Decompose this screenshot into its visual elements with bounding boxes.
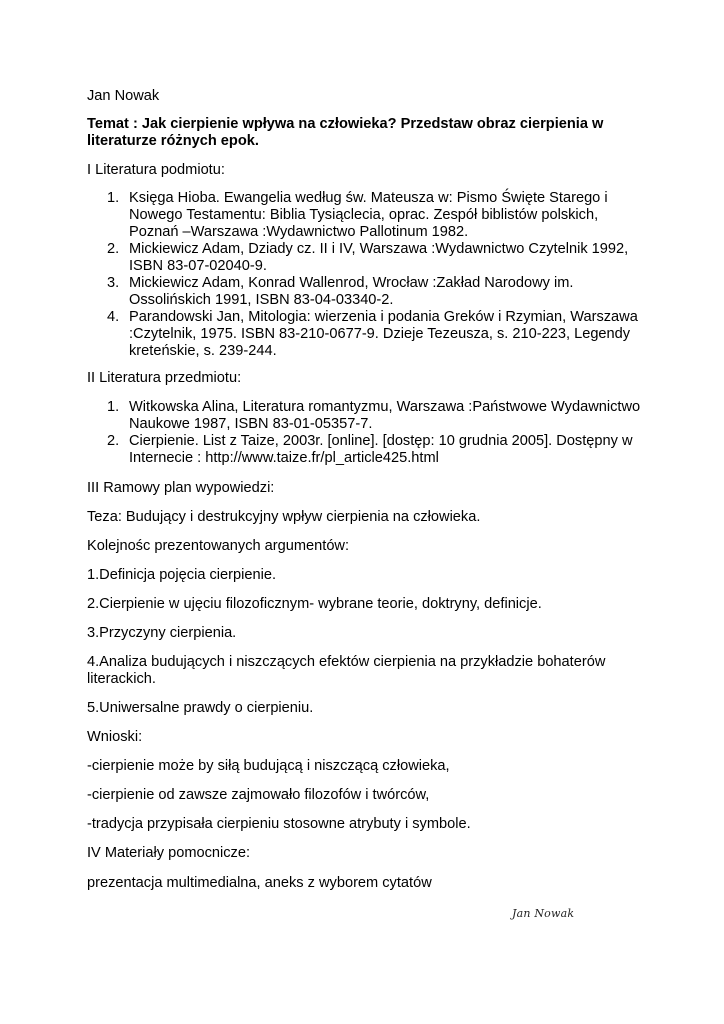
section4-heading: IV Materiały pomocnicze: — [87, 845, 251, 861]
section2-heading: II Literatura przedmiotu: — [87, 370, 242, 386]
list-item-text: Witkowska Alina, Literatura romantyzmu, Warszawa :Państwowe Wydawnictwo Naukowe 1987, ISBN 83-01-05357-7. — [129, 399, 641, 432]
list-item-number: 4. — [107, 309, 120, 325]
list-item — [87, 309, 647, 360]
list-item-number: 2. — [107, 241, 120, 257]
primary-literature-list — [87, 190, 647, 360]
author-name: Jan Nowak — [87, 88, 160, 104]
conclusion-item: -cierpienie od zawsze zajmowało filozofów i twórców, — [87, 787, 430, 803]
handwritten-signature: Jan Nowak — [512, 907, 575, 920]
list-item-number: 1. — [107, 190, 120, 206]
argument-item: 5.Uniwersalne prawdy o cierpieniu. — [87, 700, 314, 716]
section3-heading: III Ramowy plan wypowiedzi: — [87, 480, 275, 496]
conclusion-item: -cierpienie może by siłą budującą i niszczącą człowieka, — [87, 758, 450, 774]
list-item-number: 2. — [107, 433, 120, 449]
list-item — [87, 275, 647, 309]
topic-heading: Temat : Jak cierpienie wpływa na człowieka? Przedstaw obraz cierpienia w literaturze różnych epok. — [87, 116, 604, 149]
list-item — [87, 241, 647, 275]
list-item-text: Księga Hioba. Ewangelia według św. Mateusza w: Pismo Święte Starego i Nowego Testamentu: Biblia Tysiąclecia, oprac. Zespół biblistów polskich, Poznań –Warszawa :Wydawnictwo Pallotinum 1982. — [129, 190, 608, 240]
argument-item: 3.Przyczyny cierpienia. — [87, 625, 237, 641]
list-item-text: Cierpienie. List z Taize, 2003r. [online]. [dostęp: 10 grudnia 2005]. Dostępny w Internecie : http://www.taize.fr/pl_article425.html — [129, 433, 633, 466]
list-item-text: Parandowski Jan, Mitologia: wierzenia i podania Greków i Rzymian, Warszawa :Czytelnik, 1975. ISBN 83-210-0677-9. Dzieje Tezeusza, s. 210-223, Legendy kreteńskie, s. 239-244. — [129, 309, 638, 359]
conclusion-item: -tradycja przypisała cierpieniu stosowne atrybuty i symbole. — [87, 816, 471, 832]
thesis-text: Teza: Budujący i destrukcyjny wpływ cierpienia na człowieka. — [87, 509, 481, 525]
arguments-intro: Kolejnośc prezentowanych argumentów: — [87, 538, 350, 554]
section1-heading: I Literatura podmiotu: — [87, 162, 225, 178]
argument-item: 4.Analiza budujących i niszczących efektów cierpienia na przykładzie bohaterów literackich. — [87, 654, 606, 687]
list-item-number: 1. — [107, 399, 120, 415]
secondary-literature-list — [87, 399, 647, 467]
list-item-text: Mickiewicz Adam, Konrad Wallenrod, Wrocław :Zakład Narodowy im. Ossolińskich 1991, ISBN 83-04-03340-2. — [129, 275, 574, 308]
list-item-text: Mickiewicz Adam, Dziady cz. II i IV, Warszawa :Wydawnictwo Czytelnik 1992, ISBN 83-07-02040-9. — [129, 241, 629, 274]
list-item — [87, 433, 647, 467]
list-item — [87, 399, 647, 433]
materials-text: prezentacja multimedialna, aneks z wyborem cytatów — [87, 875, 432, 891]
list-item-number: 3. — [107, 275, 120, 291]
argument-item: 1.Definicja pojęcia cierpienie. — [87, 567, 277, 583]
conclusions-heading: Wnioski: — [87, 729, 143, 745]
list-item — [87, 190, 647, 241]
argument-item: 2.Cierpienie w ujęciu filozoficznym- wybrane teorie, doktryny, definicje. — [87, 596, 542, 612]
